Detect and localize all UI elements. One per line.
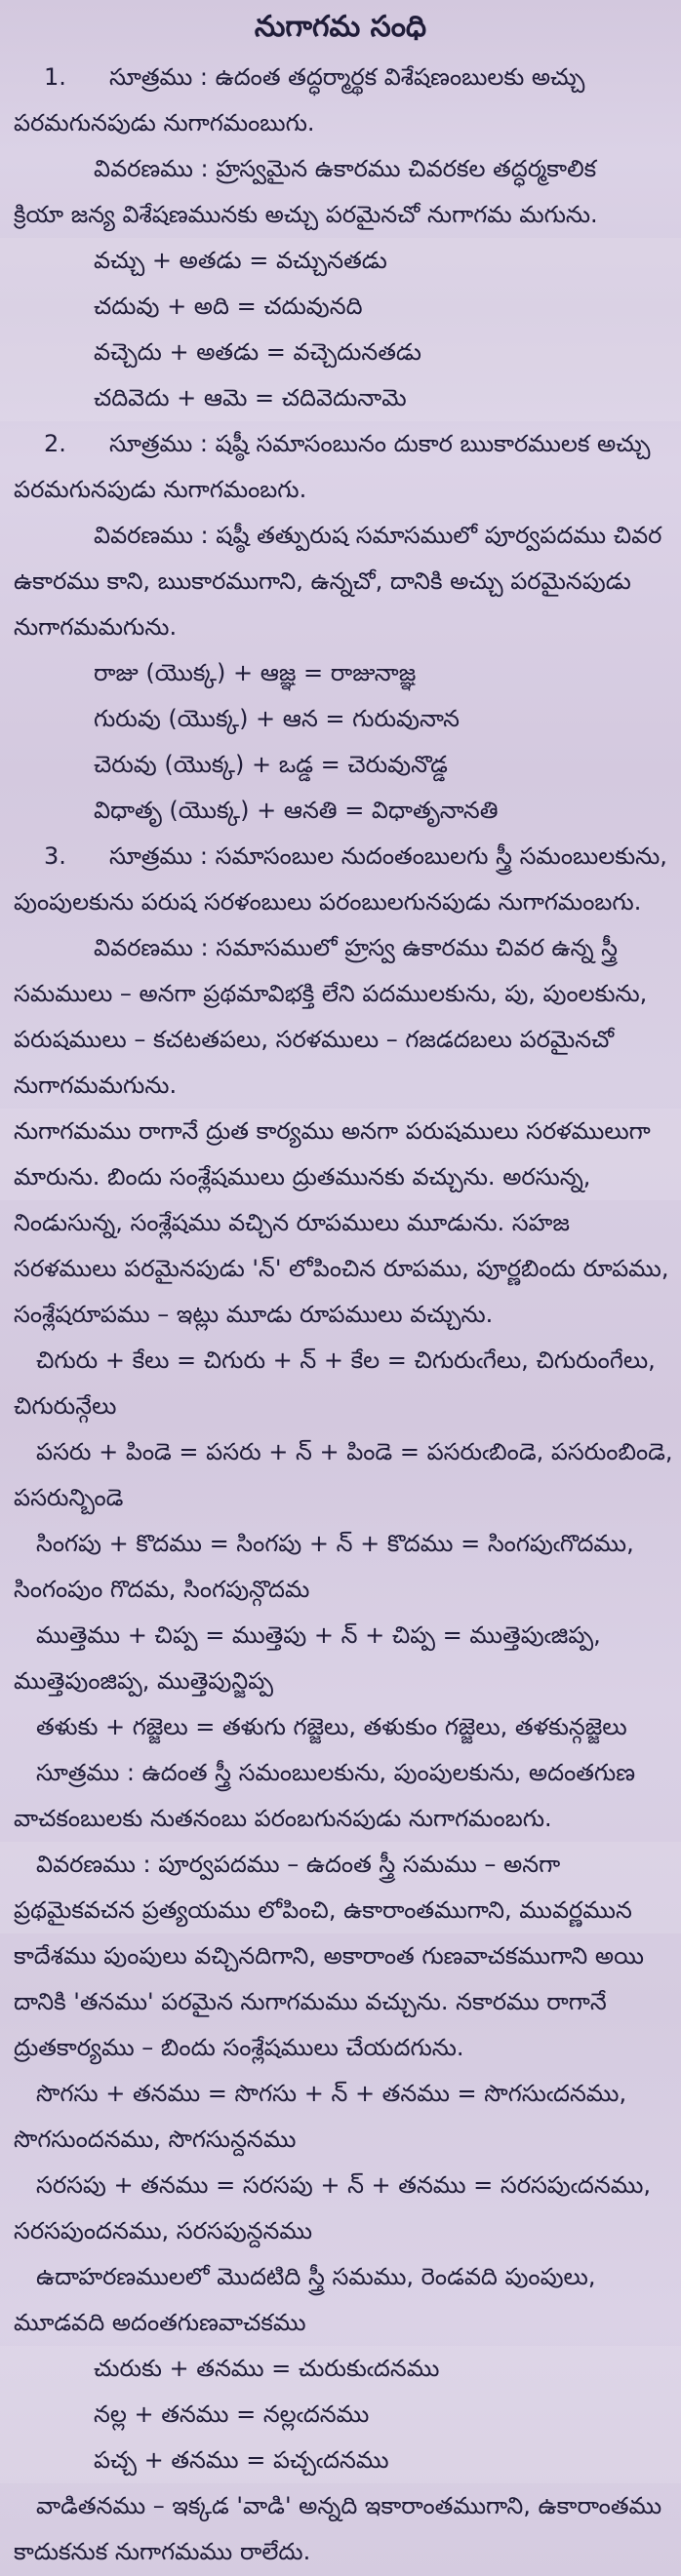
example-line: నల్ల + తనము = నల్లఁదనము [0, 2392, 681, 2438]
rule-4-vivaranam-line: ప్రథమైకవచన ప్రత్యయము లోపించి, ఉకారాంతముగాని, మువర్ణమున [0, 1888, 681, 1933]
rule-3-vivaranam-line: నుగాగమమగును. [14, 1072, 178, 1099]
example-line: సొగసు + తనము = సొగసు + న్ + తనము = సొగసుఁదనము, [36, 2080, 627, 2107]
rule-4-vivaranam-line: వివరణము : పూర్వపదము – ఉదంత స్త్రీ సమము – అనగా [0, 1842, 681, 1888]
rule-1-sutram-line: పరమగునపుడు నుగాగమంబుగు. [14, 109, 315, 137]
sutram-text: సూత్రము : సమాసంబుల నుదంతంబులగు స్త్రీ సమంబులకును, [109, 842, 667, 870]
paragraph-line: సరళములు పరమైనపుడు 'న్' లోపించిన రూపము, పూర్ణబిందు రూపము, [14, 1255, 669, 1282]
example-line: చురుకు + తనము = చురుకుఁదనము [0, 2346, 681, 2392]
page-title: నుగాగమ సంధి [254, 10, 427, 44]
rule-3-sutram-line: పుంపులకును పరుష సరళంబులు పరంబులగునపుడు నుగాగమంబగు. [14, 888, 642, 916]
rule-1-sutram-line [0, 55, 681, 100]
rule-number: 1. [44, 63, 66, 91]
example-line: సరసపు + తనము = సరసపు + న్ + తనము = సరసపుఁదనము, [36, 2171, 652, 2199]
example-line: చెరువు (యొక్క) + ఒడ్డ = చెరువునొడ్డ [94, 751, 448, 778]
example-line: సింగంపుం గొదమ, సింగపున్గొదమ [14, 1576, 310, 1603]
paragraph-line: నుగాగమము రాగానే ద్రుత కార్యము అనగా పరుషములు సరళములుగా [0, 1109, 681, 1154]
example-line: చదివెదు + ఆమె = చదివెదునామె [0, 375, 681, 421]
example-line: పచ్చ + తనము = పచ్చఁదనము [0, 2438, 681, 2483]
rule-4-sutram-line: సూత్రము : ఉదంత స్త్రీ సమంబులకును, పుంపులకును, అదంతగుణ [36, 1759, 636, 1786]
example-line: ముత్తెము + చిప్ప = ముత్తెపు + న్ + చిప్ప = ముత్తెపుఁజిప్ప, [36, 1621, 601, 1649]
rule-4-vivaranam-line: కాదేశము పుంపులు వచ్చినదిగాని, అకారాంత గుణవాచకముగాని అయి [14, 1942, 644, 1970]
rule-2-sutram-line [0, 421, 681, 467]
rule-3-vivaranam-line: సమములు – అనగా ప్రథమావిభక్తి లేని పదములకును, పు, పుంలకును, [14, 980, 648, 1007]
rule-3-sutram-line [0, 834, 681, 879]
example-line: ముత్తెపుంజిప్ప, ముత్తెపున్జిప్ప [14, 1667, 273, 1695]
example-line: వచ్చు + అతడు = వచ్చునతడు [0, 238, 681, 284]
rule-3-vivaranam-line: పరుషములు – కచటతపలు, సరళములు – గజడదబలు పరమైనచో [14, 1026, 615, 1053]
paragraph-line: సంశ్లేషరూపము – ఇట్లు మూడు రూపములు వచ్చును. [14, 1301, 494, 1328]
example-line: విధాతృ (యొక్క) + ఆనతి = విధాతృనానతి [94, 797, 499, 824]
note-line: మూడవది అదంతగుణవాచకము [14, 2309, 306, 2336]
example-line: తళుకు + గజ్జెలు = తళుగు గజ్జెలు, తళుకుం గజ్జెలు, తళకున్గజ్జెలు [36, 1713, 627, 1740]
rule-1-vivaranam-line: వివరణము : హ్రస్వమైన ఉకారము చివరకల తద్ధర్మకాలిక [94, 155, 597, 182]
example-line: చిగురున్గేలు [14, 1392, 117, 1420]
example-line: చిగురు + కేలు = చిగురు + న్ + కేల = చిగురుఁగేలు, చిగురుంగేలు, [36, 1347, 656, 1374]
closing-note-line: కాదుకనుక నుగాగమము రాలేదు. [14, 2538, 311, 2565]
example-line: వచ్చెదు + అతడు = వచ్చెదునతడు [0, 330, 681, 375]
example-line: చదువు + అది = చదువునది [0, 284, 681, 330]
rule-4-sutram-line: వాచకంబులకు నుతనంబు పరంబగునపుడు నుగాగమంబగు. [14, 1805, 552, 1832]
example-line: సింగపు + కొదము = సింగపు + న్ + కొదము = సింగపుఁగొదము, [36, 1530, 634, 1557]
example-line: రాజు (యొక్క) + ఆజ్ఞ = రాజునాజ్ఞ [94, 659, 417, 686]
rule-2-vivaranam-line: నుగాగమమగును. [14, 613, 178, 641]
rule-3-vivaranam-line: వివరణము : సమాసములో హ్రస్వ ఉకారము చివర ఉన్న స్త్రీ [94, 934, 618, 961]
closing-note-line: వాడితనము – ఇక్కడ 'వాడి' అన్నది ఇకారాంతముగాని, ఉకారాంతము [36, 2492, 662, 2519]
rule-4-vivaranam-line: దానికి 'తనము' పరమైన నుగాగమము వచ్చును. నకారము రాగానే [14, 1988, 607, 2015]
rule-number: 2. [44, 430, 66, 457]
example-line: పసరు + పిండె = పసరు + న్ + పిండె = పసరుఁబిండె, పసరుంబిండె, [36, 1438, 673, 1465]
note-line: ఉదాహరణములలో మొదటిది స్త్రీ సమము, రెండవది పుంపులు, [36, 2263, 596, 2290]
sutram-text: సూత్రము : ఉదంత తద్ధర్మార్థక విశేషణంబులకు అచ్చు [109, 63, 585, 91]
example-line: పసరున్బిండె [14, 1484, 124, 1511]
paragraph-line: మారును. బిందు సంశ్లేషములు ద్రుతమునకు వచ్చును. అరసున్న, [0, 1154, 681, 1200]
rule-number: 3. [44, 842, 66, 870]
rule-1-vivaranam-line: క్రియా జన్య విశేషణమునకు అచ్చు పరమైనచో నుగాగమ మగును. [14, 201, 598, 228]
rule-4-vivaranam-line: ద్రుతకార్యము – బిందు సంశ్లేషములు చేయదగును. [14, 2034, 464, 2061]
rule-2-vivaranam-line: ఉకారము కాని, ఋకారముగాని, ఉన్నచో, దానికి అచ్చు పరమైనపుడు [14, 567, 631, 595]
example-line: సొగసుందనము, సొగసున్దనము [14, 2126, 297, 2153]
example-line: సరసపుందనము, సరసపున్దనము [14, 2217, 313, 2244]
paragraph-line: నిండుసున్న, సంశ్లేషము వచ్చిన రూపములు మూడును. సహజ [14, 1209, 570, 1236]
example-line: గురువు (యొక్క) + ఆన = గురువునాన [94, 705, 460, 732]
rule-2-sutram-line: పరమగునపుడు నుగాగమంబగు. [14, 476, 307, 503]
rule-2-vivaranam-line: వివరణము : షష్ఠీ తత్పురుష సమాసములో పూర్వపదము చివర [94, 522, 662, 549]
sutram-text: సూత్రము : షష్ఠీ సమాసంబునం దుకార ఋకారములక అచ్చు [109, 430, 651, 457]
